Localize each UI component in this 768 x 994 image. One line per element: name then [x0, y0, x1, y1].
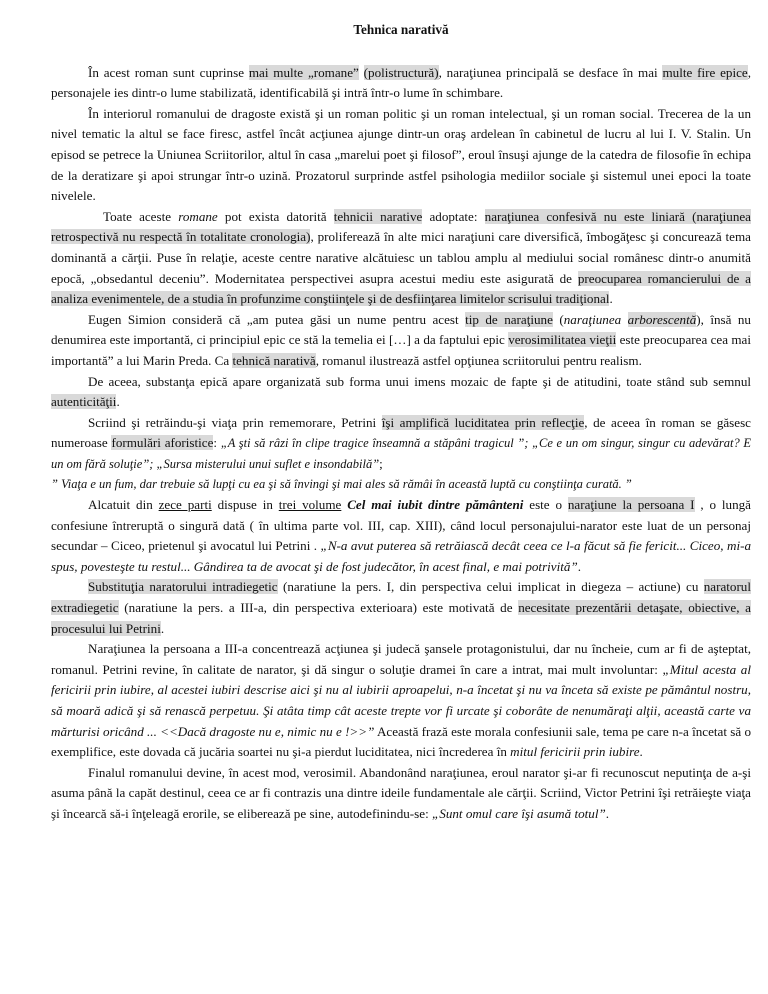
italic-text: mitul fericirii prin iubire — [510, 744, 640, 760]
text-run: Scriind şi retrăindu-şi viaţa prin rememorare, Petrini — [88, 414, 382, 430]
highlight: formulări aforistice — [111, 435, 214, 451]
italic-quote: ” Viaţa e un fum, dar trebuie să lupţi cu ea şi să învingi şi mai ales să rămâi în această luptă cu conştiinţa curată. ” — [51, 477, 632, 492]
text-run: Această frază este morala confesiunii sale, tema pe care n-a încetat să o exemplifice, este dovada că jucăria soartei nu şi-a pierdut luciditatea, nici încrederea în — [51, 723, 752, 760]
text-run: . — [639, 744, 643, 760]
text-run: (naratiune la pers. I, din perspectiva celui implicat in diegeza – actiune) cu — [277, 579, 704, 595]
highlight: Substituţia naratorului intradiegetic — [88, 579, 278, 595]
text-run: . — [609, 291, 613, 307]
text-run: , de aceea în roman se găsesc numeroase — [51, 414, 751, 451]
paragraph-10 — [51, 639, 751, 763]
text-run: . — [577, 558, 582, 574]
highlight: naraţiunea confesivă nu este liniară (naraţiunea retrospectivă nu respectă în totalitate cronologia) — [51, 208, 751, 245]
highlight: tehnicii narative — [333, 208, 423, 224]
text-run: . — [605, 805, 610, 821]
text-run: , o lungă confesiune întreruptă o singură dată ( în ultima parte vol. III, cap. XIII), când locul personajului-narator este luat de un personaj secundar – Ciceo, prietenul şi avocatul lui Petrini — [51, 497, 751, 554]
paragraph-1 — [51, 63, 751, 104]
paragraph-4 — [51, 310, 751, 372]
book-title: Cel mai iubit dintre pământeni — [347, 497, 524, 513]
underlined-text: trei volume — [278, 497, 342, 513]
italic-quote: „N-a avut puterea să retrăiască decât ceea ce l-a făcut să fie fericit... Ciceo, mi-a spus, povesteşte tu restul... Gândirea ta de avocat şi de fost judecător, în acest final, e mai potrivită” — [51, 538, 752, 574]
text-run: pot exista datorită — [217, 208, 334, 224]
italic-text: naraţiunea — [563, 311, 628, 327]
highlight: naraţiune la persoana I — [567, 497, 695, 513]
text-run: adoptate: — [422, 208, 485, 224]
text-run: este preocuparea cea mai importantă” a lui Marin Preda. Ca — [51, 332, 751, 368]
text-run: : — [213, 435, 221, 451]
highlight: necesitate prezentării detaşate, obiective, a procesului lui Petrini — [51, 600, 751, 636]
paragraph-7 — [51, 474, 751, 495]
page-title: Tehnica narativă — [353, 22, 449, 37]
text-run: În acest roman sunt cuprinse — [88, 64, 249, 80]
italic-quote: „Mitul acesta al fericirii prin iubire, al acestei iubiri descrise aici şi nu al iubirii aproapelui, n-a încetat şi nu va înceta să existe pe pământul nostru, să moară adică şi să renască perpetuu. Şi atâta timp cât aceste trepte vor fi urcate şi coborâte de nenumăraţi alţii, această carte va mărturisi oricând ... <<Dacă dragoste nu e, nimic nu e !>>” — [51, 661, 751, 739]
text-run: Finalul romanului devine, în acest mod, verosimil. Abandonând naraţiunea, eroul narator şi-ar fi recunoscut neputinţa de a-şi asuma până la capăt destinul, ceea ce ar fi contrazis una dintre ideile fundamentale ale cărţii. Scriind, Victor Petrini îşi retrăieşte viaţa şi încearcă să-i înţeleagă erorile, se eliberează pe sine, autodefinindu-se: — [51, 764, 751, 821]
paragraph-6 — [51, 413, 751, 475]
highlight: mai multe „romane” — [248, 64, 359, 80]
highlight: arborescentă — [627, 311, 697, 327]
paragraph-5 — [51, 372, 751, 413]
text-run: , romanul ilustrează astfel opţiunea scriitorului pentru realism. — [315, 352, 642, 368]
text-run: , proliferează în alte mici naraţiuni care diversifică, îmbogăţesc şi concurează tema dominantă a cărţii. Puse în relaţie, aceste centre narative alcătuiesc un tablou amplu al mediului social românesc dintr-o anumită epocă, „obsedantul deceniu”. Modernitatea perspectivei asupra acestui mediu este asigurată de — [51, 229, 751, 286]
text-run: Toate aceste — [103, 208, 179, 224]
highlight: (polistructură) — [363, 64, 439, 80]
text-run: este o — [523, 497, 568, 513]
text-run: De aceea, substanţa epică apare organizată sub forma unui imens mozaic de fapte şi de atitudini, toate stând sub semnul — [88, 373, 751, 389]
text-run — [359, 65, 364, 80]
paragraph-2: În interiorul romanului de dragoste există şi un roman politic şi un roman intelectual, şi un roman social. Trecerea de la un nivel tematic la altul se face firesc, astfel încât acţiunea ajunge dintr-un oraş ardelean în cabinetul de lucru al lui I. V. Stalin. Un episod se petrece la Uniunea Scriitorilor, altul în casa „marelui poet şi filosof”, eroul însuşi ajunge de la catedra de filosofie în echipa de la deratizare şi apoi strungar într-o uzină. Prozatorul surprinde astfel psihologia mediilor sociale şi sistemul unei epoci la toate nivelele. — [51, 105, 751, 204]
highlight: tehnică narativă — [232, 352, 316, 368]
text-run: (naratiune la pers. a III-a, din perspectiva exterioara) este motivată de — [118, 600, 519, 616]
highlight: preocuparea romancierului de a analiza evenimentele, de a studia în profunzime conştiinţele şi de desfiinţarea limitelor scrisului tradiţional — [51, 270, 751, 307]
text-run: Alcatuit din — [88, 497, 159, 513]
text-run: Naraţiunea la persoana a III-a concentrează acţiunea şi judecă şansele protagonistului, dar nu încheie, cum ar fi de aşteptat, romanul. Petrini revine, în calitate de narator, şi dă singur o soluţie dramei în care a intrat, mai mult involuntar: — [51, 641, 751, 677]
text-run: ( — [552, 311, 564, 327]
text-run: . — [160, 620, 165, 636]
paragraph-8 — [51, 495, 751, 577]
highlight: tip de naraţiune — [465, 311, 553, 327]
highlight: îşi amplifică luciditatea prin reflecţie — [381, 414, 585, 430]
italic-quote: „A şti să râzi în clipe tragice înseamnă a stăpâni tragicul ”; „Ce e un om singur, singur cu adevărat? E un om fără soluţie”; „Sursa misterului unui suflet e insondabilă” — [51, 436, 751, 471]
highlight: verosimilitatea vieţii — [508, 332, 617, 348]
text-run: . — [116, 394, 120, 410]
paragraph-9 — [51, 577, 751, 639]
text-run: , personajele ies dintr-o lume stabilizată, identificabilă şi intră într-o lume în schimbare. — [51, 64, 752, 101]
text-run: , naraţiunea principală se desface în mai — [438, 64, 663, 80]
paragraph-3 — [51, 207, 751, 310]
italic-text: romane — [178, 208, 218, 224]
text-run: dispuse in — [211, 497, 279, 513]
paragraph-11 — [51, 763, 751, 825]
italic-quote: „Sunt omul care îşi asumă totul” — [432, 805, 606, 821]
highlight: naratorul extradiegetic — [51, 579, 751, 616]
highlight: autenticităţii — [51, 394, 117, 410]
highlight: multe fire epice — [662, 64, 748, 80]
text-run: ), însă nu denumirea este importantă, ci principiul epic ce stă la temelia ei […] a da faptului epic — [51, 311, 751, 348]
text-run: Eugen Simion consideră că „am putea găsi un nume pentru acest — [88, 311, 466, 327]
underlined-text: zece parti — [158, 497, 212, 513]
text-run: . — [310, 538, 321, 554]
text-run: ; — [379, 455, 383, 471]
